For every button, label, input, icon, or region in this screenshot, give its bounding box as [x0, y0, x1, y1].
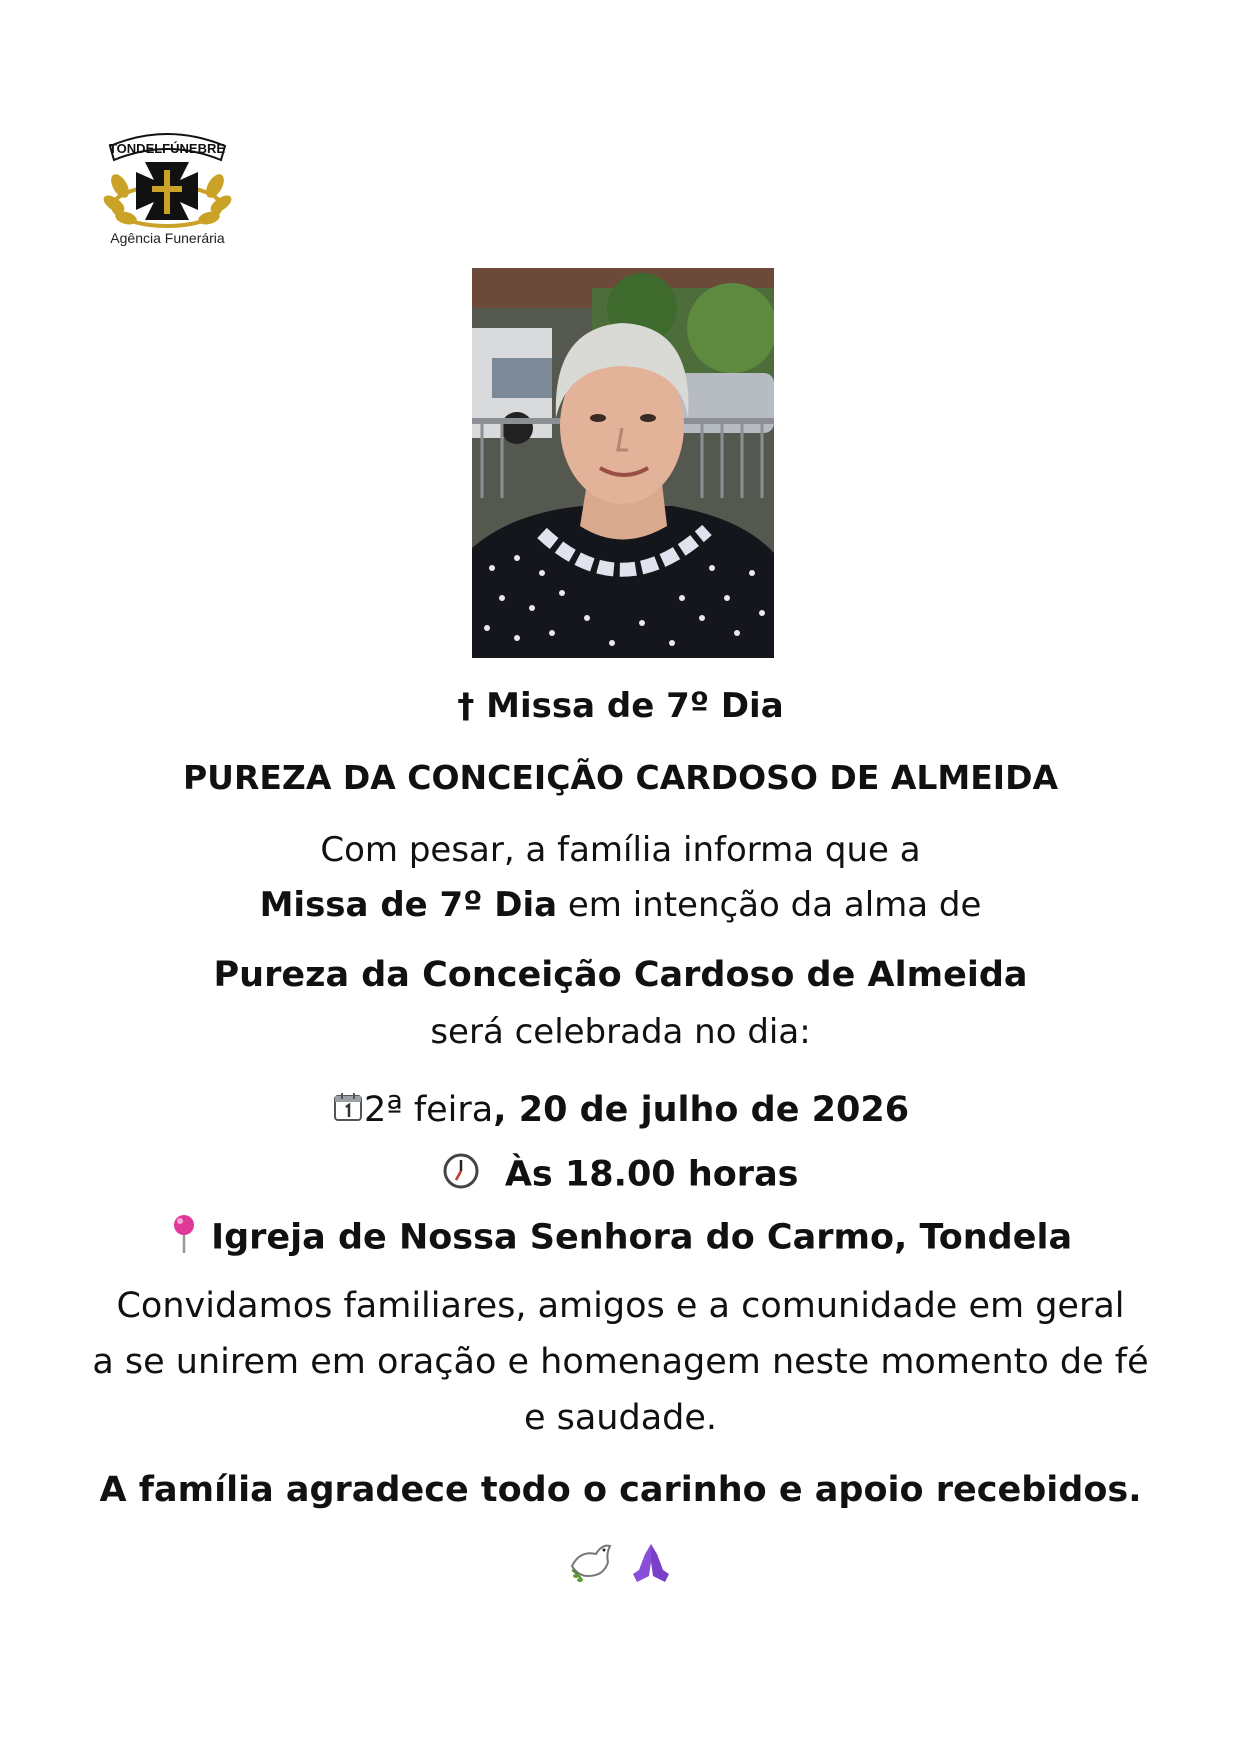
- pin-icon: [169, 1213, 199, 1264]
- invitation-line-2: a se unirem em oração e homenagem neste momento de fé: [92, 1342, 1149, 1382]
- closing-emojis: [0, 1540, 1241, 1590]
- invitation-line-1: Convidamos familiares, amigos e a comunidade em geral: [116, 1286, 1125, 1326]
- logo-emblem: [100, 126, 235, 230]
- thanks-line: A família agradece todo o carinho e apoio recebidos.: [99, 1470, 1142, 1510]
- agency-logo: [100, 126, 235, 250]
- logo-brand-text: TONDELFÚNEBRE: [108, 141, 226, 156]
- invitation-line-3: e saudade.: [523, 1398, 718, 1438]
- deceased-name: Pureza da Conceição Cardoso de Almeida: [213, 955, 1028, 995]
- date-line: [0, 1090, 1241, 1132]
- notice-title: † Missa de 7º Dia: [457, 686, 784, 726]
- intro-line-2-rest: em intenção da alma de: [557, 885, 982, 925]
- clock-icon: [442, 1152, 480, 1199]
- date-weekday: 2ª feira: [363, 1090, 494, 1130]
- place-value: Igreja de Nossa Senhora do Carmo, Tondela: [211, 1217, 1073, 1258]
- date-value: , 20 de julho de 2026: [493, 1090, 910, 1130]
- intro-line-1: Com pesar, a família informa que a: [320, 830, 921, 870]
- deceased-name-uppercase: PUREZA DA CONCEIÇÃO CARDOSO DE ALMEIDA: [182, 758, 1059, 797]
- time-line: [0, 1152, 1241, 1199]
- praying-hands-icon: [629, 1540, 673, 1588]
- portrait-photo: [472, 268, 774, 658]
- intro-line-2: [0, 885, 1241, 925]
- dove-icon: [568, 1540, 614, 1588]
- calendar-icon: [332, 1091, 364, 1132]
- logo-subtitle: Agência Funerária: [110, 230, 225, 246]
- mass-name-bold: Missa de 7º Dia: [259, 885, 558, 925]
- time-value: Às 18.00 horas: [504, 1154, 799, 1195]
- intro-line-3: será celebrada no dia:: [430, 1012, 811, 1052]
- place-line: [0, 1213, 1241, 1264]
